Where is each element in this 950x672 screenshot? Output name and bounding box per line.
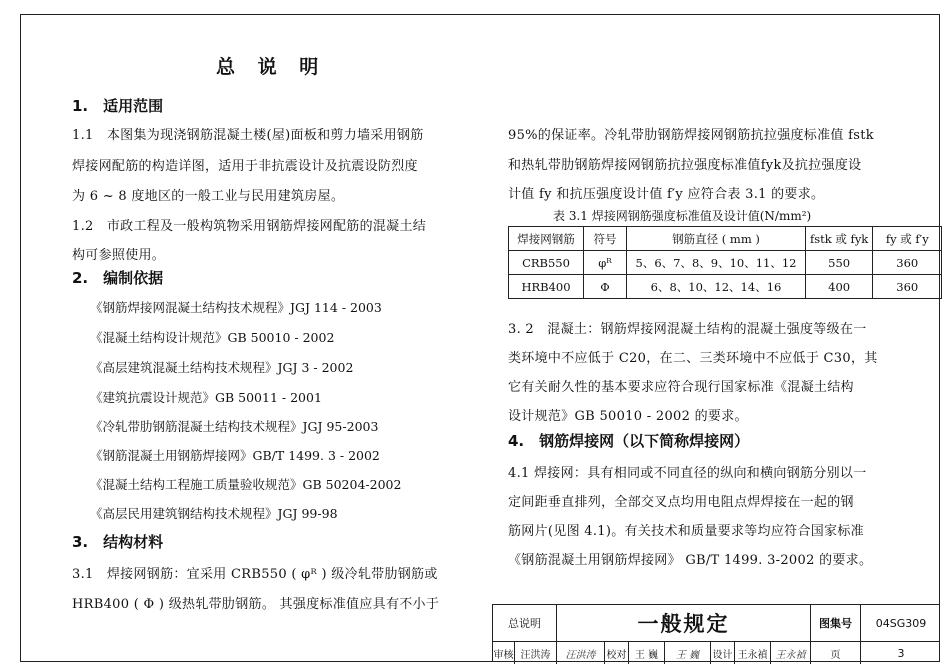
para-1-2-line-1: 1.2 市政工程及一般构筑物采用钢筋焊接网配筋的混凝土结 <box>72 219 427 234</box>
section-1-heading: 1. 适用范围 <box>72 97 164 115</box>
designer-signature: 王永禎 <box>771 642 811 664</box>
table-cell: 550 <box>806 251 873 275</box>
table-header-cell: fstk 或 fyk <box>806 227 873 251</box>
section-name: 总说明 <box>493 605 557 641</box>
para-1-1-line-3: 为 6 ~ 8 度地区的一般工业与民用建筑房屋。 <box>72 189 345 204</box>
checker-signature: 王 巍 <box>665 642 711 664</box>
reference-item: 《高层建筑混凝土结构技术规程》JGJ 3 - 2002 <box>90 360 354 375</box>
para-cont-line-3: 计值 fy 和抗压强度设计值 f′y 应符合表 3.1 的要求。 <box>508 187 825 202</box>
design-label: 设计 <box>711 642 735 664</box>
reference-item: 《混凝土结构设计规范》GB 50010 - 2002 <box>90 330 335 345</box>
title-block <box>492 604 940 662</box>
table-caption: 表 3.1 焊接网钢筋强度标准值及设计值(N/mm²) <box>553 209 812 223</box>
strength-table <box>508 226 942 299</box>
table-header-row <box>509 227 942 251</box>
page-title: 总 说 明 <box>216 56 327 78</box>
reference-item: 《钢筋混凝土用钢筋焊接网》GB/T 1499. 3 - 2002 <box>90 448 380 463</box>
para-cont-line-1: 95%的保证率。冷轧带肋钢筋焊接网钢筋抗拉强度标准值 fstk <box>508 128 874 143</box>
para-3-2-line-3: 它有关耐久性的基本要求应符合现行国家标准《混凝土结构 <box>508 380 854 395</box>
para-cont-line-2: 和热轧带肋钢筋焊接网钢筋抗拉强度标准值fyk及抗拉强度设 <box>508 158 862 173</box>
reviewer-signature: 汪洪涛 <box>557 642 605 664</box>
table-header-cell: fy 或 f′y <box>873 227 942 251</box>
review-label: 审核 <box>493 642 515 664</box>
table-cell: Φ <box>584 275 627 299</box>
reference-item: 《混凝土结构工程施工质量验收规范》GB 50204-2002 <box>90 477 402 492</box>
table-cell: 5、6、7、8、9、10、11、12 <box>627 251 806 275</box>
para-3-2-line-2: 类环境中不应低于 C20，在二、三类环境中不应低于 C30，其 <box>508 351 878 366</box>
table-cell: 360 <box>873 251 942 275</box>
table-header-cell: 焊接网钢筋 <box>509 227 584 251</box>
checker-name: 王 巍 <box>629 642 665 664</box>
main-title: 一般规定 <box>557 605 811 641</box>
para-4-1-line-1: 4.1 焊接网：具有相同或不同直径的纵向和横向钢筋分别以一 <box>508 466 867 481</box>
table-row <box>509 275 942 299</box>
table-cell: 360 <box>873 275 942 299</box>
table-cell: φᴿ <box>584 251 627 275</box>
table-cell: HRB400 <box>509 275 584 299</box>
reference-item: 《建筑抗震设计规范》GB 50011 - 2001 <box>90 390 322 405</box>
para-3-2-line-1: 3. 2 混凝土：钢筋焊接网混凝土结构的混凝土强度等级在一 <box>508 322 867 337</box>
para-1-1-line-1: 1.1 本图集为现浇钢筋混凝土楼(屋)面板和剪力墙采用钢筋 <box>72 128 424 143</box>
para-4-1-line-2: 定间距垂直排列，全部交叉点均用电阻点焊焊接在一起的钢 <box>508 495 854 510</box>
reference-item: 《钢筋焊接网混凝土结构技术规程》JGJ 114 - 2003 <box>90 300 382 315</box>
para-4-1-line-4: 《钢筋混凝土用钢筋焊接网》 GB/T 1499. 3-2002 的要求。 <box>508 553 873 568</box>
page-number: 3 <box>897 646 905 660</box>
para-3-1-line-2: HRB400 ( Φ ) 级热轧带肋钢筋。 其强度标准值应具有不小于 <box>72 597 440 612</box>
para-3-1-line-1: 3.1 焊接网钢筋：宜采用 CRB550 ( φᴿ ) 级冷轧带肋钢筋或 <box>72 567 438 582</box>
atlas-label: 图集号 <box>811 605 861 641</box>
atlas-number: 04SG309 <box>875 616 927 630</box>
table-cell: 6、8、10、12、14、16 <box>627 275 806 299</box>
signature-row <box>493 641 940 664</box>
reference-item: 《冷轧带肋钢筋混凝土结构技术规程》JGJ 95-2003 <box>90 419 379 434</box>
table-cell: 400 <box>806 275 873 299</box>
para-1-2-line-2: 构可参照使用。 <box>72 248 166 263</box>
para-4-1-line-3: 筋网片(见图 4.1)。有关技术和质量要求等均应符合国家标准 <box>508 524 864 539</box>
table-header-cell: 钢筋直径 ( mm ) <box>627 227 806 251</box>
para-3-2-line-4: 设计规范》GB 50010 - 2002 的要求。 <box>508 409 748 424</box>
reviewer-name: 汪洪涛 <box>515 642 557 664</box>
table-row <box>509 251 942 275</box>
para-1-1-line-2: 焊接网配筋的构造详图，适用于非抗震设计及抗震设防烈度 <box>72 159 418 174</box>
table-header-cell: 符号 <box>584 227 627 251</box>
page-label: 页 <box>811 642 861 664</box>
section-2-heading: 2. 编制依据 <box>72 269 164 287</box>
section-3-heading: 3. 结构材料 <box>72 533 164 551</box>
table-cell: CRB550 <box>509 251 584 275</box>
reference-item: 《高层民用建筑钢结构技术规程》JGJ 99-98 <box>90 506 338 521</box>
section-4-heading: 4. 钢筋焊接网（以下简称焊接网） <box>508 432 750 450</box>
designer-name: 王永禎 <box>735 642 771 664</box>
check-label: 校对 <box>605 642 629 664</box>
